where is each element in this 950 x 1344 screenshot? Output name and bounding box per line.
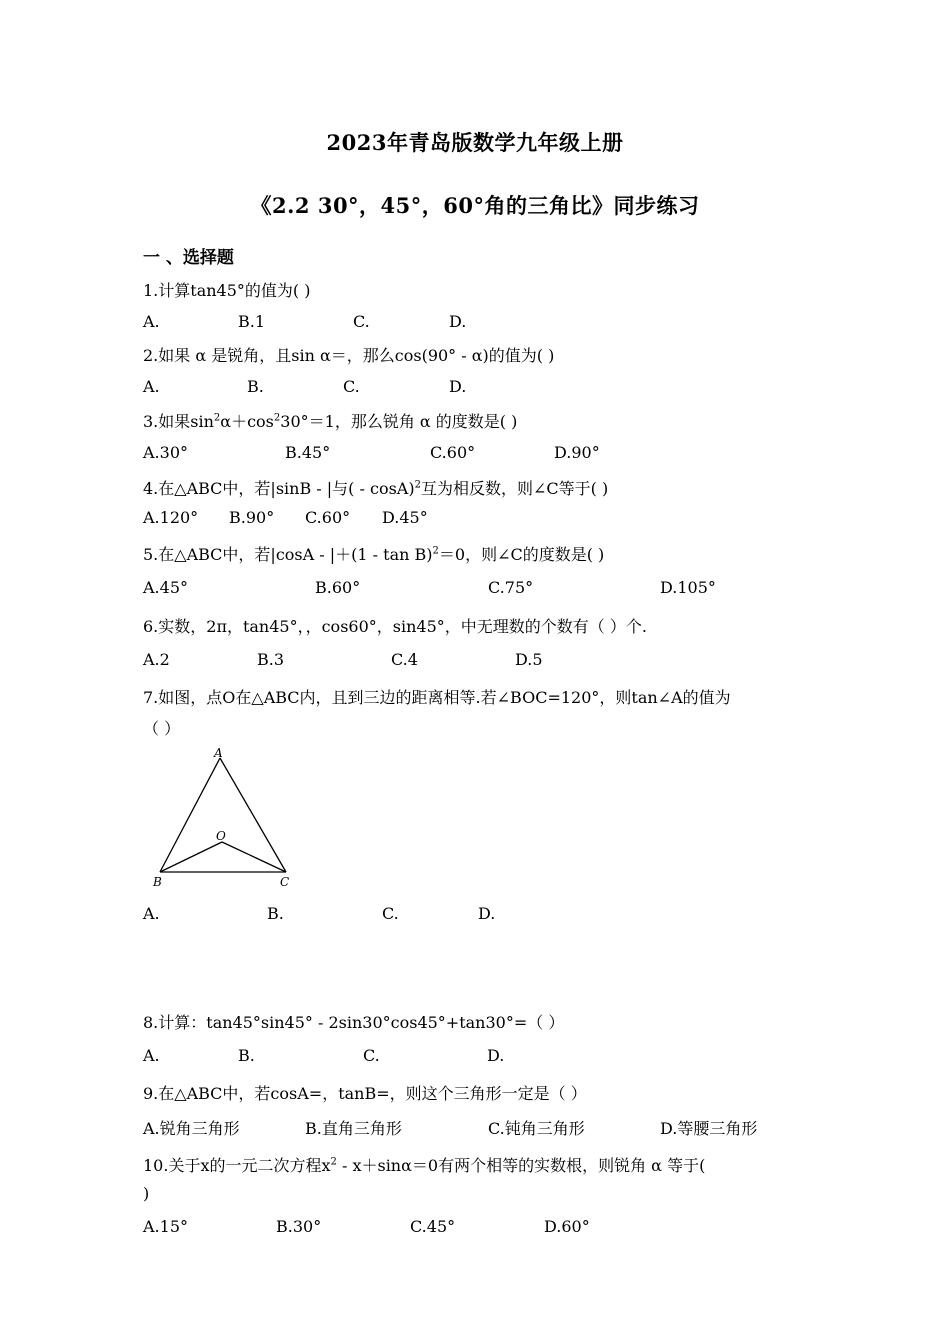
label-a: A	[214, 746, 223, 760]
question-3	[143, 409, 517, 432]
q6-option-a: A.2	[143, 650, 170, 669]
segment-oc	[222, 842, 286, 872]
q10-text-post: - x＋sinα＝0有两个相等的实数根，则锐角 α 等于(	[336, 1156, 706, 1175]
q4-option-b: B.90°	[229, 508, 275, 527]
q4-option-d: D.45°	[382, 508, 428, 527]
q4-text-pre: 4.在△ABC中，若|sinB - |与( - cosA)	[143, 479, 415, 498]
q10-sup: 2	[330, 1156, 337, 1168]
q10-option-d: D.60°	[544, 1217, 590, 1236]
q1-option-c: C.	[353, 312, 370, 331]
question-10	[143, 1153, 705, 1176]
q1-option-d: D.	[449, 312, 467, 331]
q3-option-a: A.30°	[143, 443, 188, 462]
q1-option-a: A.	[143, 312, 160, 331]
question-10-cont: )	[143, 1184, 150, 1203]
q9-option-b: B.直角三角形	[305, 1119, 402, 1138]
q4-option-c: C.60°	[305, 508, 351, 527]
q3-sup-2: 2	[273, 412, 281, 424]
q3-option-c: C.60°	[430, 443, 476, 462]
question-5	[143, 542, 604, 565]
page-title: 2023年青岛版数学九年级上册	[326, 130, 624, 155]
q5-sup: 2	[432, 545, 439, 557]
question-7-cont: （ ）	[143, 719, 181, 738]
q3-text-pre: 3.如果sin	[143, 412, 214, 431]
q9-option-c: C.钝角三角形	[488, 1119, 585, 1138]
question-2: 2.如果 α 是锐角，且sin α＝，那么cos(90° - α)的值为( )	[143, 346, 555, 365]
question-8: 8.计算：tan45°sin45° - 2sin30°cos45°+tan30°=（ ）	[143, 1013, 565, 1032]
q2-option-c: C.	[343, 377, 360, 396]
q4-text-post: 互为相反数，则∠C等于( )	[420, 479, 609, 498]
q7-option-c: C.	[382, 904, 399, 923]
section-heading: 一 、选择题	[143, 248, 234, 268]
q2-option-a: A.	[143, 377, 160, 396]
q7-option-a: A.	[143, 904, 160, 923]
q9-option-a: A.锐角三角形	[143, 1119, 240, 1138]
label-o: O	[216, 829, 226, 843]
q10-text-pre: 10.关于x的一元二次方程x	[143, 1156, 331, 1175]
q1-option-b: B.1	[238, 312, 266, 331]
q10-option-a: A.15°	[143, 1217, 188, 1236]
q8-option-d: D.	[487, 1046, 505, 1065]
q3-text-post: 30°＝1，那么锐角 α 的度数是( )	[280, 412, 518, 431]
q8-option-a: A.	[143, 1046, 160, 1065]
page-subtitle: 《2.2 30°，45°，60°角的三角比》同步练习	[250, 193, 700, 218]
q7-option-b: B.	[267, 904, 284, 923]
segment-ob	[160, 842, 222, 872]
q5-option-d: D.105°	[660, 578, 716, 597]
q2-option-b: B.	[247, 377, 264, 396]
q5-text-post: ＝0，则∠C的度数是( )	[438, 545, 605, 564]
q5-option-b: B.60°	[315, 578, 361, 597]
question-4	[143, 476, 608, 499]
q8-option-c: C.	[363, 1046, 380, 1065]
side-ab	[160, 758, 220, 872]
side-ac	[220, 758, 286, 872]
question-9: 9.在△ABC中，若cosA=，tanB=，则这个三角形一定是（ ）	[143, 1084, 587, 1103]
q4-sup: 2	[414, 479, 421, 491]
q4-option-a: A.120°	[143, 508, 199, 527]
question-6: 6.实数，2π，tan45°，，cos60°，sin45°，中无理数的个数有（ ）个.	[143, 617, 647, 636]
q5-option-a: A.45°	[143, 578, 188, 597]
q3-option-b: B.45°	[285, 443, 331, 462]
q3-option-d: D.90°	[554, 443, 600, 462]
q3-sup-1: 2	[213, 412, 221, 424]
q8-option-b: B.	[238, 1046, 255, 1065]
q10-option-b: B.30°	[276, 1217, 322, 1236]
label-b: B	[153, 875, 162, 889]
label-c: C	[280, 875, 290, 889]
question-7: 7.如图，点O在△ABC内，且到三边的距离相等.若∠BOC=120°，则tan∠A的值为	[143, 688, 731, 707]
q6-option-d: D.5	[515, 650, 543, 669]
q6-option-c: C.4	[391, 650, 418, 669]
triangle-figure	[150, 746, 300, 892]
q5-option-c: C.75°	[488, 578, 534, 597]
q10-option-c: C.45°	[410, 1217, 456, 1236]
q7-option-d: D.	[478, 904, 496, 923]
q6-option-b: B.3	[257, 650, 285, 669]
q9-option-d: D.等腰三角形	[660, 1119, 758, 1138]
q3-text-mid: α＋cos	[220, 412, 274, 431]
question-1: 1.计算tan45°的值为( )	[143, 281, 311, 300]
q5-text-pre: 5.在△ABC中，若|cosA - |＋(1 - tan B)	[143, 545, 433, 564]
q2-option-d: D.	[449, 377, 467, 396]
